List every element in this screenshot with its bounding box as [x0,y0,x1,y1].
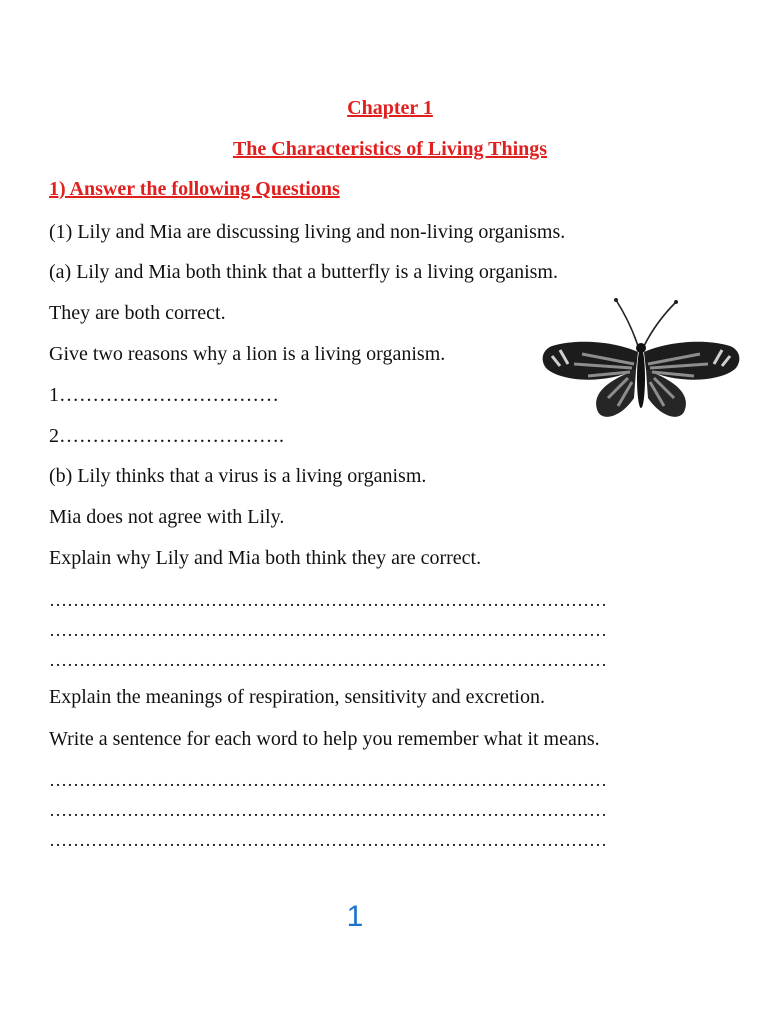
question-1b-prompt: Explain why Lily and Mia both think they are correct. [49,547,482,569]
question-1b-line-1: (b) Lily thinks that a virus is a living organism. [49,465,427,487]
chapter-heading: Chapter 1 [347,97,433,119]
page-number: 1 [346,900,364,933]
answer-dotted-line[interactable]: ………………………………………………………………………………… [49,770,607,790]
question-1a-line-1: (a) Lily and Mia both think that a butterfly is a living organism. [49,261,558,283]
question-2-prompt-2: Write a sentence for each word to help you remember what it means. [49,728,600,750]
answer-dotted-line[interactable]: ………………………………………………………………………………… [49,650,607,670]
section-heading: 1) Answer the following Questions [49,178,340,200]
answer-line-2[interactable]: 2……………………………. [49,425,284,447]
question-1a-line-2: They are both correct. [49,302,226,324]
answer-dotted-line[interactable]: ………………………………………………………………………………… [49,830,607,850]
answer-line-1[interactable]: 1…………………………… [49,384,279,406]
chapter-title: The Characteristics of Living Things [232,138,548,160]
answer-dotted-line[interactable]: ………………………………………………………………………………… [49,590,607,610]
butterfly-icon [538,294,744,424]
question-1b-line-2: Mia does not agree with Lily. [49,506,285,528]
answer-dotted-line[interactable]: ………………………………………………………………………………… [49,620,607,640]
answer-dotted-line[interactable]: ………………………………………………………………………………… [49,800,607,820]
question-1a-prompt: Give two reasons why a lion is a living organism. [49,343,446,365]
question-2-prompt-1: Explain the meanings of respiration, sensitivity and excretion. [49,686,545,708]
question-1-intro: (1) Lily and Mia are discussing living and non-living organisms. [49,221,566,243]
